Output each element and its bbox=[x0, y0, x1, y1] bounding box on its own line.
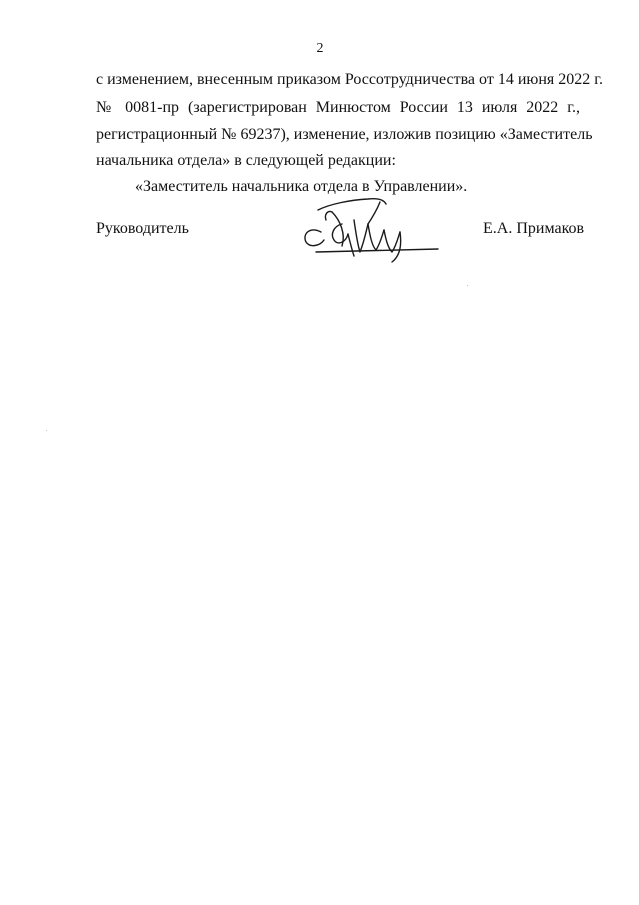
signatory-name: Е.А. Примаков bbox=[483, 220, 585, 237]
signatory-title: Руководитель bbox=[96, 220, 189, 237]
paragraph-line-4: начальника отдела» в следующей редакции: bbox=[96, 152, 396, 169]
paragraph-line-3: регистрационный № 69237), изменение, изложив позицию «Заместитель bbox=[96, 126, 593, 143]
handwritten-signature bbox=[296, 190, 442, 266]
page-number: 2 bbox=[316, 41, 324, 56]
quoted-position: «Заместитель начальника отдела в Управлении». bbox=[135, 178, 468, 195]
paragraph-line-1: с изменением, внесенным приказом Россотрудничества от 14 июня 2022 г. bbox=[96, 71, 604, 88]
scan-speck bbox=[46, 430, 47, 431]
scan-speck bbox=[467, 285, 468, 286]
paragraph-line-2: № 0081-пр (зарегистрирован Минюстом России 13 июля 2022 г., bbox=[96, 99, 580, 116]
